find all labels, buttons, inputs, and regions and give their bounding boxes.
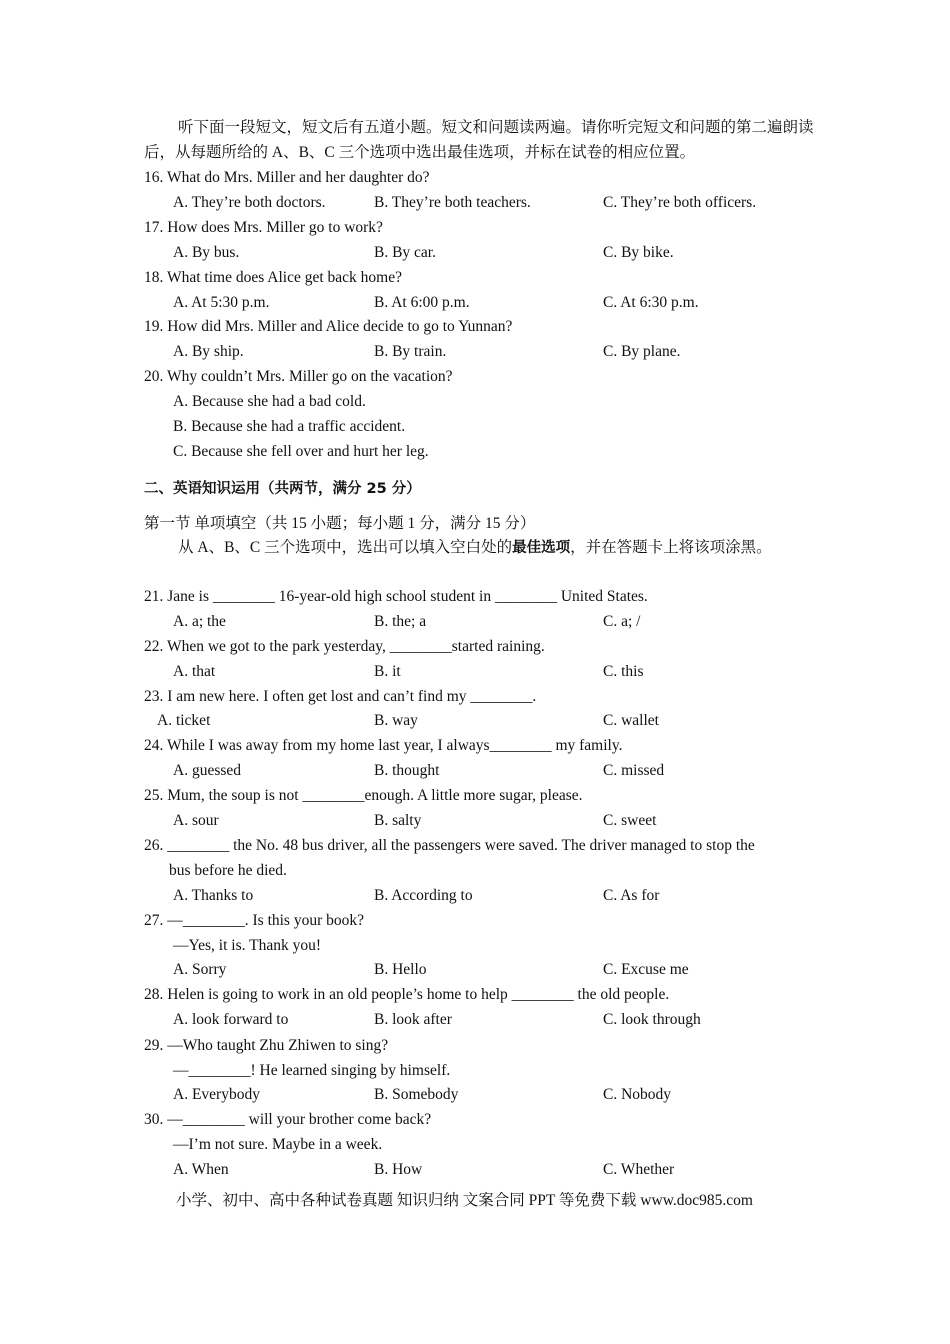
question-18: 18. What time does Alice get back home? <box>144 269 402 286</box>
option-18-c: C. At 6:30 p.m. <box>603 294 699 311</box>
question-25: 25. Mum, the soup is not ________enough. A little more sugar, please. <box>144 787 583 804</box>
option-25-b: B. salty <box>374 812 422 829</box>
option-26-b: B. According to <box>374 887 473 904</box>
question-17: 17. How does Mrs. Miller go to work? <box>144 219 383 236</box>
option-27-b: B. Hello <box>374 961 427 978</box>
question-29-reply: —________! He learned singing by himself. <box>173 1062 451 1079</box>
listening-instructions: 听下面一段短文，短文后有五道小题。短文和问题读两遍。请你听完短文和问题的第二遍朗读后，从每题所给的 A、B、C 三个选项中选出最佳选项，并标在试卷的相应位置。 <box>144 119 814 161</box>
option-23-a: A. ticket <box>157 712 211 729</box>
part2-heading: 二、英语知识运用（共两节，满分 25 分） <box>144 481 421 497</box>
question-20: 20. Why couldn’t Mrs. Miller go on the vacation? <box>144 368 453 385</box>
option-17-b: B. By car. <box>374 244 436 261</box>
option-19-b: B. By train. <box>374 343 447 360</box>
question-26-continued: bus before he died. <box>169 862 287 879</box>
option-17-c: C. By bike. <box>603 244 674 261</box>
option-30-a: A. When <box>173 1161 229 1178</box>
question-27: 27. —________. Is this your book? <box>144 912 365 929</box>
option-16-b: B. They’re both teachers. <box>374 194 531 211</box>
option-20-b: B. Because she had a traffic accident. <box>173 418 406 435</box>
option-30-c: C. Whether <box>603 1161 675 1178</box>
option-25-c: C. sweet <box>603 812 657 829</box>
option-20-a: A. Because she had a bad cold. <box>173 393 366 410</box>
question-29: 29. —Who taught Zhu Zhiwen to sing? <box>144 1037 389 1054</box>
section1-instructions <box>178 536 772 561</box>
page-footer: 小学、初中、高中各种试卷真题 知识归纳 文案合同 PPT 等免费下载 www.doc985.com <box>176 1192 753 1209</box>
option-21-c: C. a; / <box>603 613 641 630</box>
option-17-a: A. By bus. <box>173 244 240 261</box>
question-30-reply: —I’m not sure. Maybe in a week. <box>173 1136 383 1153</box>
option-25-a: A. sour <box>173 812 219 829</box>
option-26-c: C. As for <box>603 887 660 904</box>
option-19-a: A. By ship. <box>173 343 244 360</box>
option-21-b: B. the; a <box>374 613 427 630</box>
option-29-a: A. Everybody <box>173 1086 260 1103</box>
question-27-reply: —Yes, it is. Thank you! <box>173 937 321 954</box>
option-28-b: B. look after <box>374 1011 452 1028</box>
option-28-c: C. look through <box>603 1011 701 1028</box>
option-27-a: A. Sorry <box>173 961 227 978</box>
option-29-b: B. Somebody <box>374 1086 459 1103</box>
question-21: 21. Jane is ________ 16-year-old high school student in ________ United States. <box>144 588 648 605</box>
question-24: 24. While I was away from my home last year, I always________ my family. <box>144 737 623 754</box>
option-16-a: A. They’re both doctors. <box>173 194 326 211</box>
option-20-c: C. Because she fell over and hurt her leg. <box>173 443 429 460</box>
option-16-c: C. They’re both officers. <box>603 194 757 211</box>
option-18-b: B. At 6:00 p.m. <box>374 294 470 311</box>
option-24-b: B. thought <box>374 762 440 779</box>
question-16: 16. What do Mrs. Miller and her daughter do? <box>144 169 430 186</box>
instr-post: ，并在答题卡上将该项涂黑。 <box>570 539 772 556</box>
option-27-c: C. Excuse me <box>603 961 689 978</box>
instr-pre: 从 A、B、C 三个选项中，选出可以填入空白处的 <box>178 539 513 556</box>
question-26: 26. ________ the No. 48 bus driver, all the passengers were saved. The driver managed to stop the <box>144 837 755 854</box>
question-23: 23. I am new here. I often get lost and can’t find my ________. <box>144 688 537 705</box>
option-22-a: A. that <box>173 663 216 680</box>
option-23-b: B. way <box>374 712 418 729</box>
question-30: 30. —________ will your brother come back? <box>144 1111 432 1128</box>
option-24-c: C. missed <box>603 762 665 779</box>
question-19: 19. How did Mrs. Miller and Alice decide to go to Yunnan? <box>144 318 513 335</box>
option-28-a: A. look forward to <box>173 1011 289 1028</box>
option-22-c: C. this <box>603 663 644 680</box>
option-26-a: A. Thanks to <box>173 887 254 904</box>
option-24-a: A. guessed <box>173 762 242 779</box>
option-18-a: A. At 5:30 p.m. <box>173 294 270 311</box>
question-28: 28. Helen is going to work in an old people’s home to help ________ the old people. <box>144 986 670 1003</box>
section1-heading: 第一节 单项填空（共 15 小题；每小题 1 分，满分 15 分） <box>144 515 536 532</box>
question-22: 22. When we got to the park yesterday, ________started raining. <box>144 638 545 655</box>
option-19-c: C. By plane. <box>603 343 681 360</box>
option-29-c: C. Nobody <box>603 1086 672 1103</box>
option-21-a: A. a; the <box>173 613 226 630</box>
option-30-b: B. How <box>374 1161 423 1178</box>
instr-bold: 最佳选项 <box>512 540 571 556</box>
option-22-b: B. it <box>374 663 401 680</box>
option-23-c: C. wallet <box>603 712 659 729</box>
